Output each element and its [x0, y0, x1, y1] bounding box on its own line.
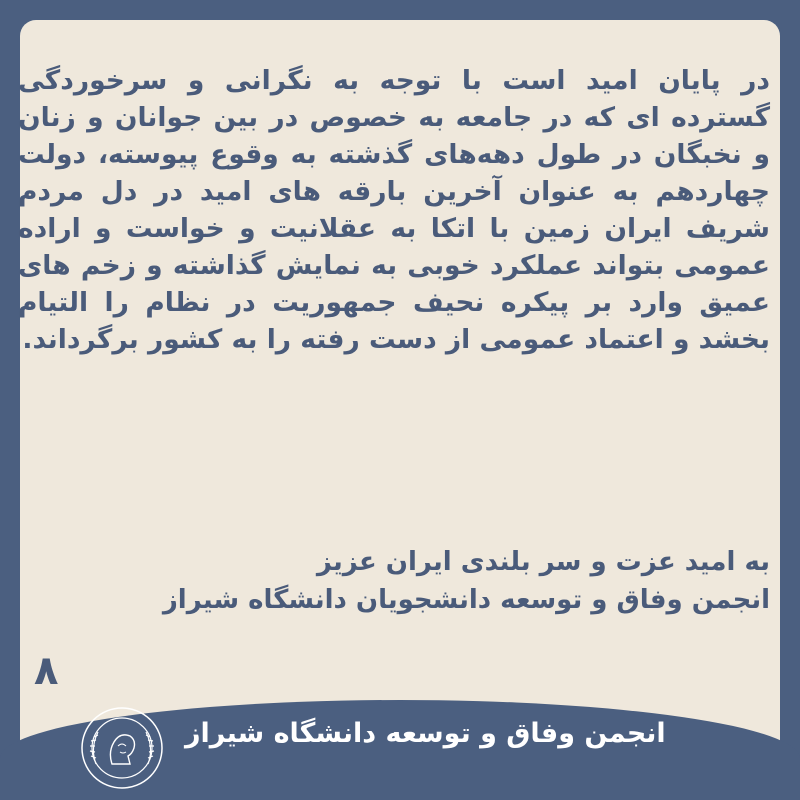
- body-paragraph: در پایان امید است با توجه به نگرانی و سرخوردگی گسترده ای که در جامعه به خصوص در بین جوانان و زنان و نخبگان در طول دهه‌های گذشته به وقوع پیوسته، دولت چهاردهم به عنوان آخرین بارقه های امید در دل مردم شریف ایران زمین با اتکا به عقلانیت و خواست و اراده عمومی بتواند عملکرد خوبی به نمایش گذاشته و زخم های عمیق وارد بر پیکره نحیف جمهوریت در نظام را التیام بخشد و اعتماد عمومی از دست رفته را به کشور برگرداند.: [18, 65, 770, 355]
- page-number: ۸: [34, 648, 59, 694]
- closing-line-1: به امید عزت و سر بلندی ایران عزیز: [316, 547, 770, 577]
- footer-title: انجمن وفاق و توسعه دانشگاه شیراز: [185, 718, 666, 749]
- closing-block: [50, 543, 770, 619]
- association-emblem-icon: [76, 702, 168, 794]
- closing-line-2: انجمن وفاق و توسعه دانشجویان دانشگاه شیراز: [162, 585, 770, 615]
